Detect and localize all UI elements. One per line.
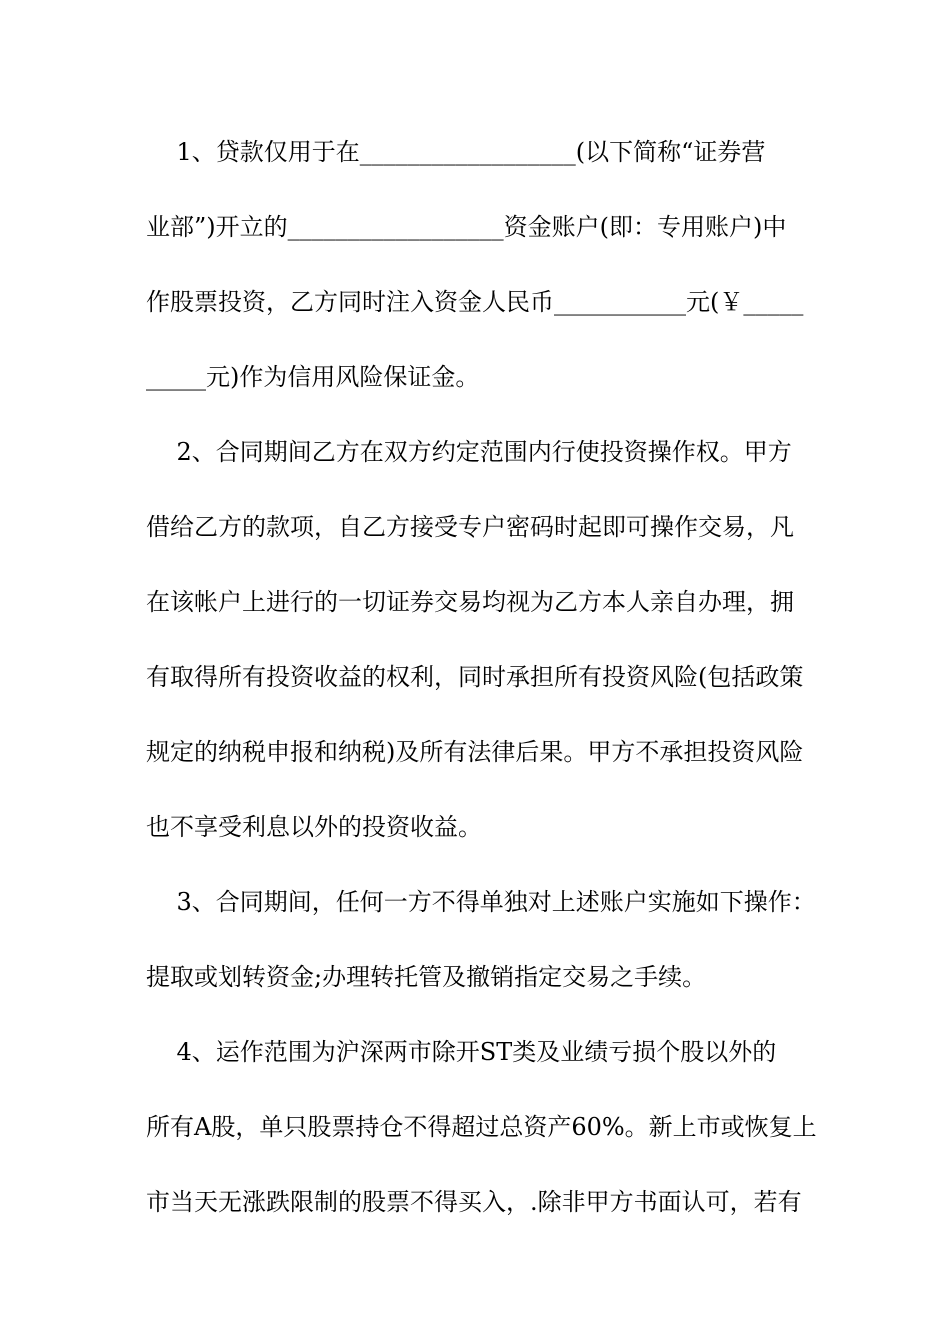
text-line-4: _____元)作为信用风险保证金。 — [146, 363, 480, 391]
text-line-6: 借给乙方的款项，自乙方接受专户密码时起即可操作交易，凡 — [146, 513, 794, 541]
text-line-14: 所有A股，单只股票持仓不得超过总资产60%。新上市或恢复上 — [146, 1113, 817, 1141]
text-line-3: 作股票投资，乙方同时注入资金人民币___________元(￥_____ — [146, 288, 804, 316]
text-line-10: 也不享受利息以外的投资收益。 — [146, 813, 482, 841]
text-line-11: 3、合同期间，任何一方不得单独对上述账户实施如下操作： — [146, 888, 816, 916]
text-line-9: 规定的纳税申报和纳税)及所有法律后果。甲方不承担投资风险 — [146, 738, 804, 766]
text-line-13: 4、运作范围为沪深两市除开ST类及业绩亏损个股以外的 — [146, 1038, 777, 1066]
text-line-8: 有取得所有投资收益的权利，同时承担所有投资风险(包括政策 — [146, 663, 804, 691]
contract-text — [146, 126, 817, 1251]
text-line-2: 业部”)开立的__________________资金账户(即：专用账户)中 — [146, 213, 787, 241]
text-line-15: 市当天无涨跌限制的股票不得买入，.除非甲方书面认可，若有 — [146, 1188, 802, 1216]
text-line-12: 提取或划转资金;办理转托管及撤销指定交易之手续。 — [146, 963, 707, 991]
text-line-1: 1、贷款仅用于在__________________(以下简称“证券营 — [146, 138, 766, 166]
text-line-7: 在该帐户上进行的一切证券交易均视为乙方本人亲自办理，拥 — [146, 588, 794, 616]
text-line-5: 2、合同期间乙方在双方约定范围内行使投资操作权。甲方 — [146, 438, 792, 466]
